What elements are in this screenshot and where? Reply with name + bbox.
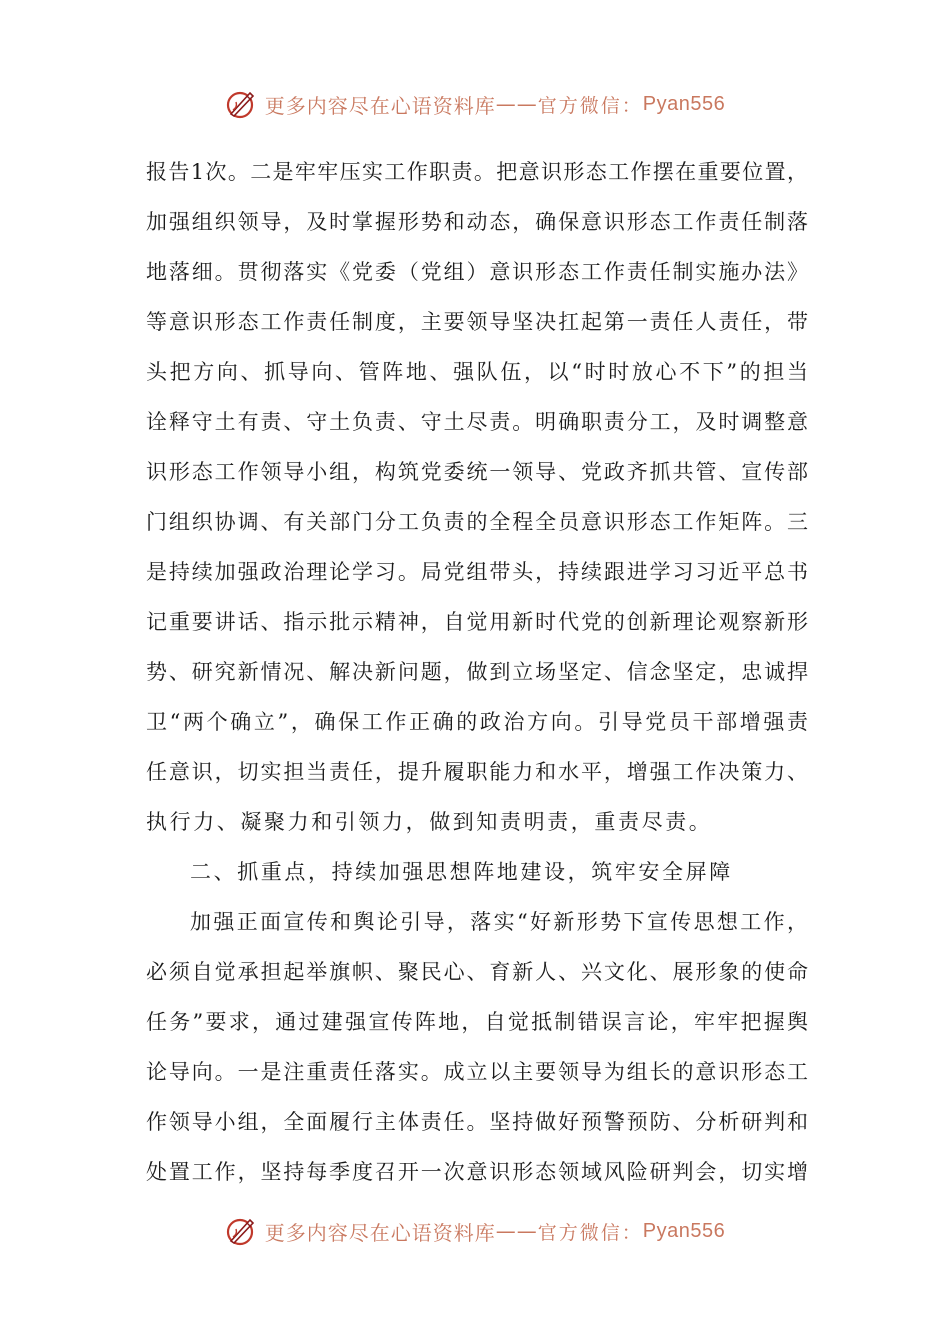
- text-line: 卫“两个确立”，确保工作正确的政治方向。引导党员干部增强责: [146, 710, 808, 734]
- footer-watermark: [0, 1211, 950, 1251]
- watermark-text: 更多内容尽在心语资料库: [264, 93, 496, 118]
- text-line: 是持续加强政治理论学习。局党组带头，持续跟进学习习近平总书: [146, 560, 808, 584]
- watermark-label: 官方微信：: [537, 94, 643, 117]
- text-line: 任意识，切实担当责任，提升履职能力和水平，增强工作决策力、: [146, 760, 808, 784]
- watermark-text: 更多内容尽在心语资料库: [264, 1220, 496, 1245]
- text-line: 诠释守土有责、守土负责、守土尽责。明确职责分工，及时调整意: [146, 410, 808, 434]
- header-watermark: [0, 84, 950, 124]
- document-body: [146, 147, 808, 1197]
- text-line: 门组织协调、有关部门分工负责的全程全员意识形态工作矩阵。三: [146, 510, 808, 534]
- watermark-wechat-id: Pyan556: [642, 1219, 726, 1242]
- watermark-wechat-id: Pyan556: [642, 92, 726, 115]
- section-heading: 二、抓重点，持续加强思想阵地建设，筑牢安全屏障: [190, 860, 733, 884]
- text-line: 作领导小组，全面履行主体责任。坚持做好预警预防、分析研判和: [146, 1110, 808, 1134]
- watermark-separator: ——: [495, 1219, 538, 1243]
- text-line: 势、研究新情况、解决新问题，做到立场坚定、信念坚定，忠诚捍: [146, 660, 808, 684]
- text-line: 处置工作，坚持每季度召开一次意识形态领域风险研判会，切实增: [146, 1160, 808, 1184]
- watermark-separator: ——: [495, 92, 538, 116]
- text-line: 报告1次。二是牢牢压实工作职责。把意识形态工作摆在重要位置，: [146, 160, 808, 184]
- text-line: 论导向。一是注重责任落实。成立以主要领导为组长的意识形态工: [146, 1060, 808, 1084]
- text-line: 加强正面宣传和舆论引导，落实“好新形势下宣传思想工作，: [190, 910, 808, 934]
- quill-seal-icon: [225, 1215, 257, 1247]
- text-line: 识形态工作领导小组，构筑党委统一领导、党政齐抓共管、宣传部: [146, 460, 808, 484]
- text-line: 必须自觉承担起举旗帜、聚民心、育新人、兴文化、展形象的使命: [146, 960, 808, 984]
- watermark-label: 官方微信：: [537, 1221, 643, 1244]
- text-line: 地落细。贯彻落实《党委（党组）意识形态工作责任制实施办法》: [146, 260, 808, 284]
- quill-seal-icon: [225, 88, 257, 120]
- text-line: 等意识形态工作责任制度，主要领导坚决扛起第一责任人责任，带: [146, 310, 808, 334]
- text-line: 执行力、凝聚力和引领力，做到知责明责，重责尽责。: [146, 810, 713, 834]
- text-line: 任务”要求，通过建强宣传阵地，自觉抵制错误言论，牢牢把握舆: [146, 1010, 808, 1034]
- text-line: 加强组织领导，及时掌握形势和动态，确保意识形态工作责任制落: [146, 210, 808, 234]
- text-line: 头把方向、抓导向、管阵地、强队伍，以“时时放心不下”的担当: [146, 360, 808, 384]
- text-line: 记重要讲话、指示批示精神，自觉用新时代党的创新理论观察新形: [146, 610, 808, 634]
